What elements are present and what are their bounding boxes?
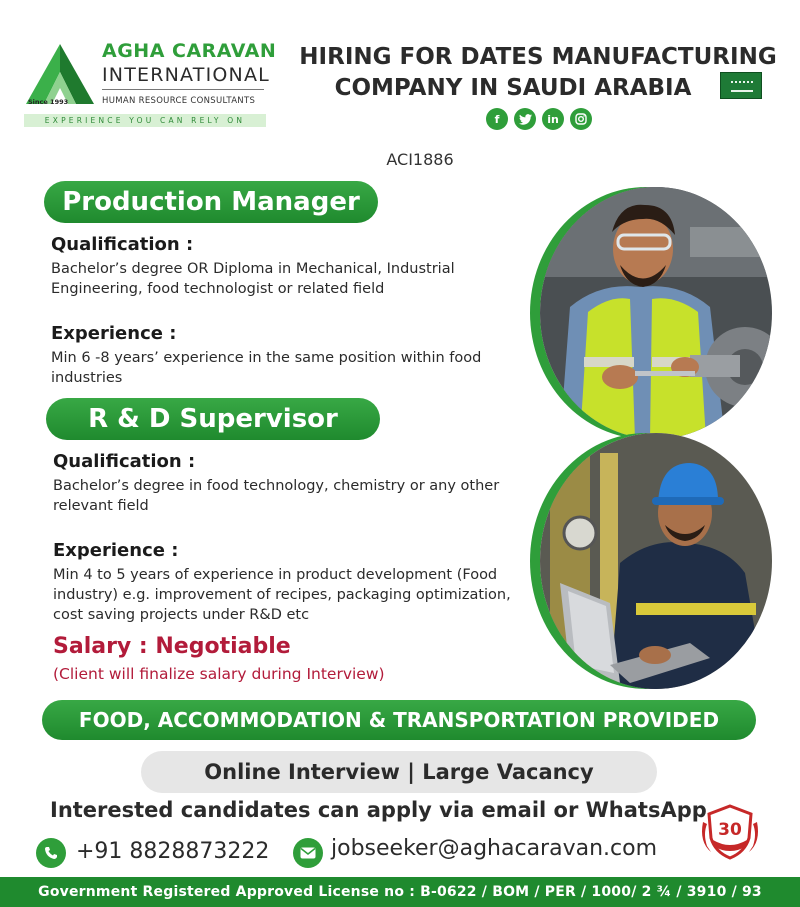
- experience-text: Min 6 -8 years’ experience in the same position within food industries: [51, 350, 482, 386]
- logo-divider: [102, 89, 264, 90]
- salary-note: (Client will finalize salary during Interview): [53, 665, 385, 683]
- qualification-heading: Qualification :: [51, 234, 194, 255]
- apply-instructions: Interested candidates can apply via email or WhatsApp: [50, 798, 707, 822]
- logo-subtitle: HUMAN RESOURCE CONSULTANTS: [102, 96, 256, 106]
- social-links: [486, 108, 592, 130]
- title-line-1: HIRING FOR DATES MANUFACTURING: [299, 44, 777, 70]
- interview-banner: Online Interview | Large Vacancy: [141, 751, 657, 793]
- linkedin-icon[interactable]: in: [542, 108, 564, 130]
- phone-number[interactable]: +91 8828873222: [76, 839, 270, 864]
- qualification-heading: Qualification :: [53, 451, 196, 472]
- logo-tagline: EXPERIENCE YOU CAN RELY ON: [24, 114, 266, 127]
- job-title-rd-supervisor: R & D Supervisor: [46, 398, 380, 440]
- logo-company-name: AGHA CARAVAN: [102, 40, 277, 62]
- logo-company-name-2: INTERNATIONAL: [102, 64, 270, 86]
- experience-heading: Experience :: [51, 323, 177, 344]
- salary-label: Salary : Negotiable: [53, 634, 291, 659]
- benefits-banner: FOOD, ACCOMMODATION & TRANSPORTATION PROVIDED: [42, 700, 756, 740]
- qualification-text: Bachelor’s degree OR Diploma in Mechanical, Industrial Engineering, food technologist or related field: [51, 261, 455, 297]
- twitter-icon[interactable]: [514, 108, 536, 130]
- email-icon[interactable]: [293, 838, 323, 868]
- worker-photo-production: [540, 187, 772, 439]
- instagram-icon[interactable]: [570, 108, 592, 130]
- title-line-2: COMPANY IN SAUDI ARABIA: [334, 75, 692, 101]
- worker-photo-rd: [540, 433, 772, 689]
- facebook-icon[interactable]: f: [486, 108, 508, 130]
- experience-text: Min 4 to 5 years of experience in product development (Food industry) e.g. improvement of recipes, packaging optimization, cost saving projects under R&D etc: [53, 567, 511, 623]
- anniversary-badge-icon: [697, 802, 763, 860]
- experience-heading: Experience :: [53, 540, 179, 561]
- reference-code: ACI1886: [386, 150, 454, 169]
- whatsapp-phone-icon[interactable]: [36, 838, 66, 868]
- saudi-flag-icon: [720, 72, 762, 99]
- logo-since: Since 1993: [28, 98, 69, 106]
- email-address[interactable]: jobseeker@aghacaravan.com: [331, 836, 658, 861]
- license-footer: Government Registered Approved License no : B-0622 / BOM / PER / 1000/ 2 ¾ / 3910 / 93: [0, 877, 800, 907]
- job-title-production-manager: Production Manager: [44, 181, 378, 223]
- page-title: [288, 42, 788, 104]
- badge-number: 30: [718, 820, 742, 840]
- qualification-text: Bachelor’s degree in food technology, chemistry or any other relevant field: [53, 478, 500, 514]
